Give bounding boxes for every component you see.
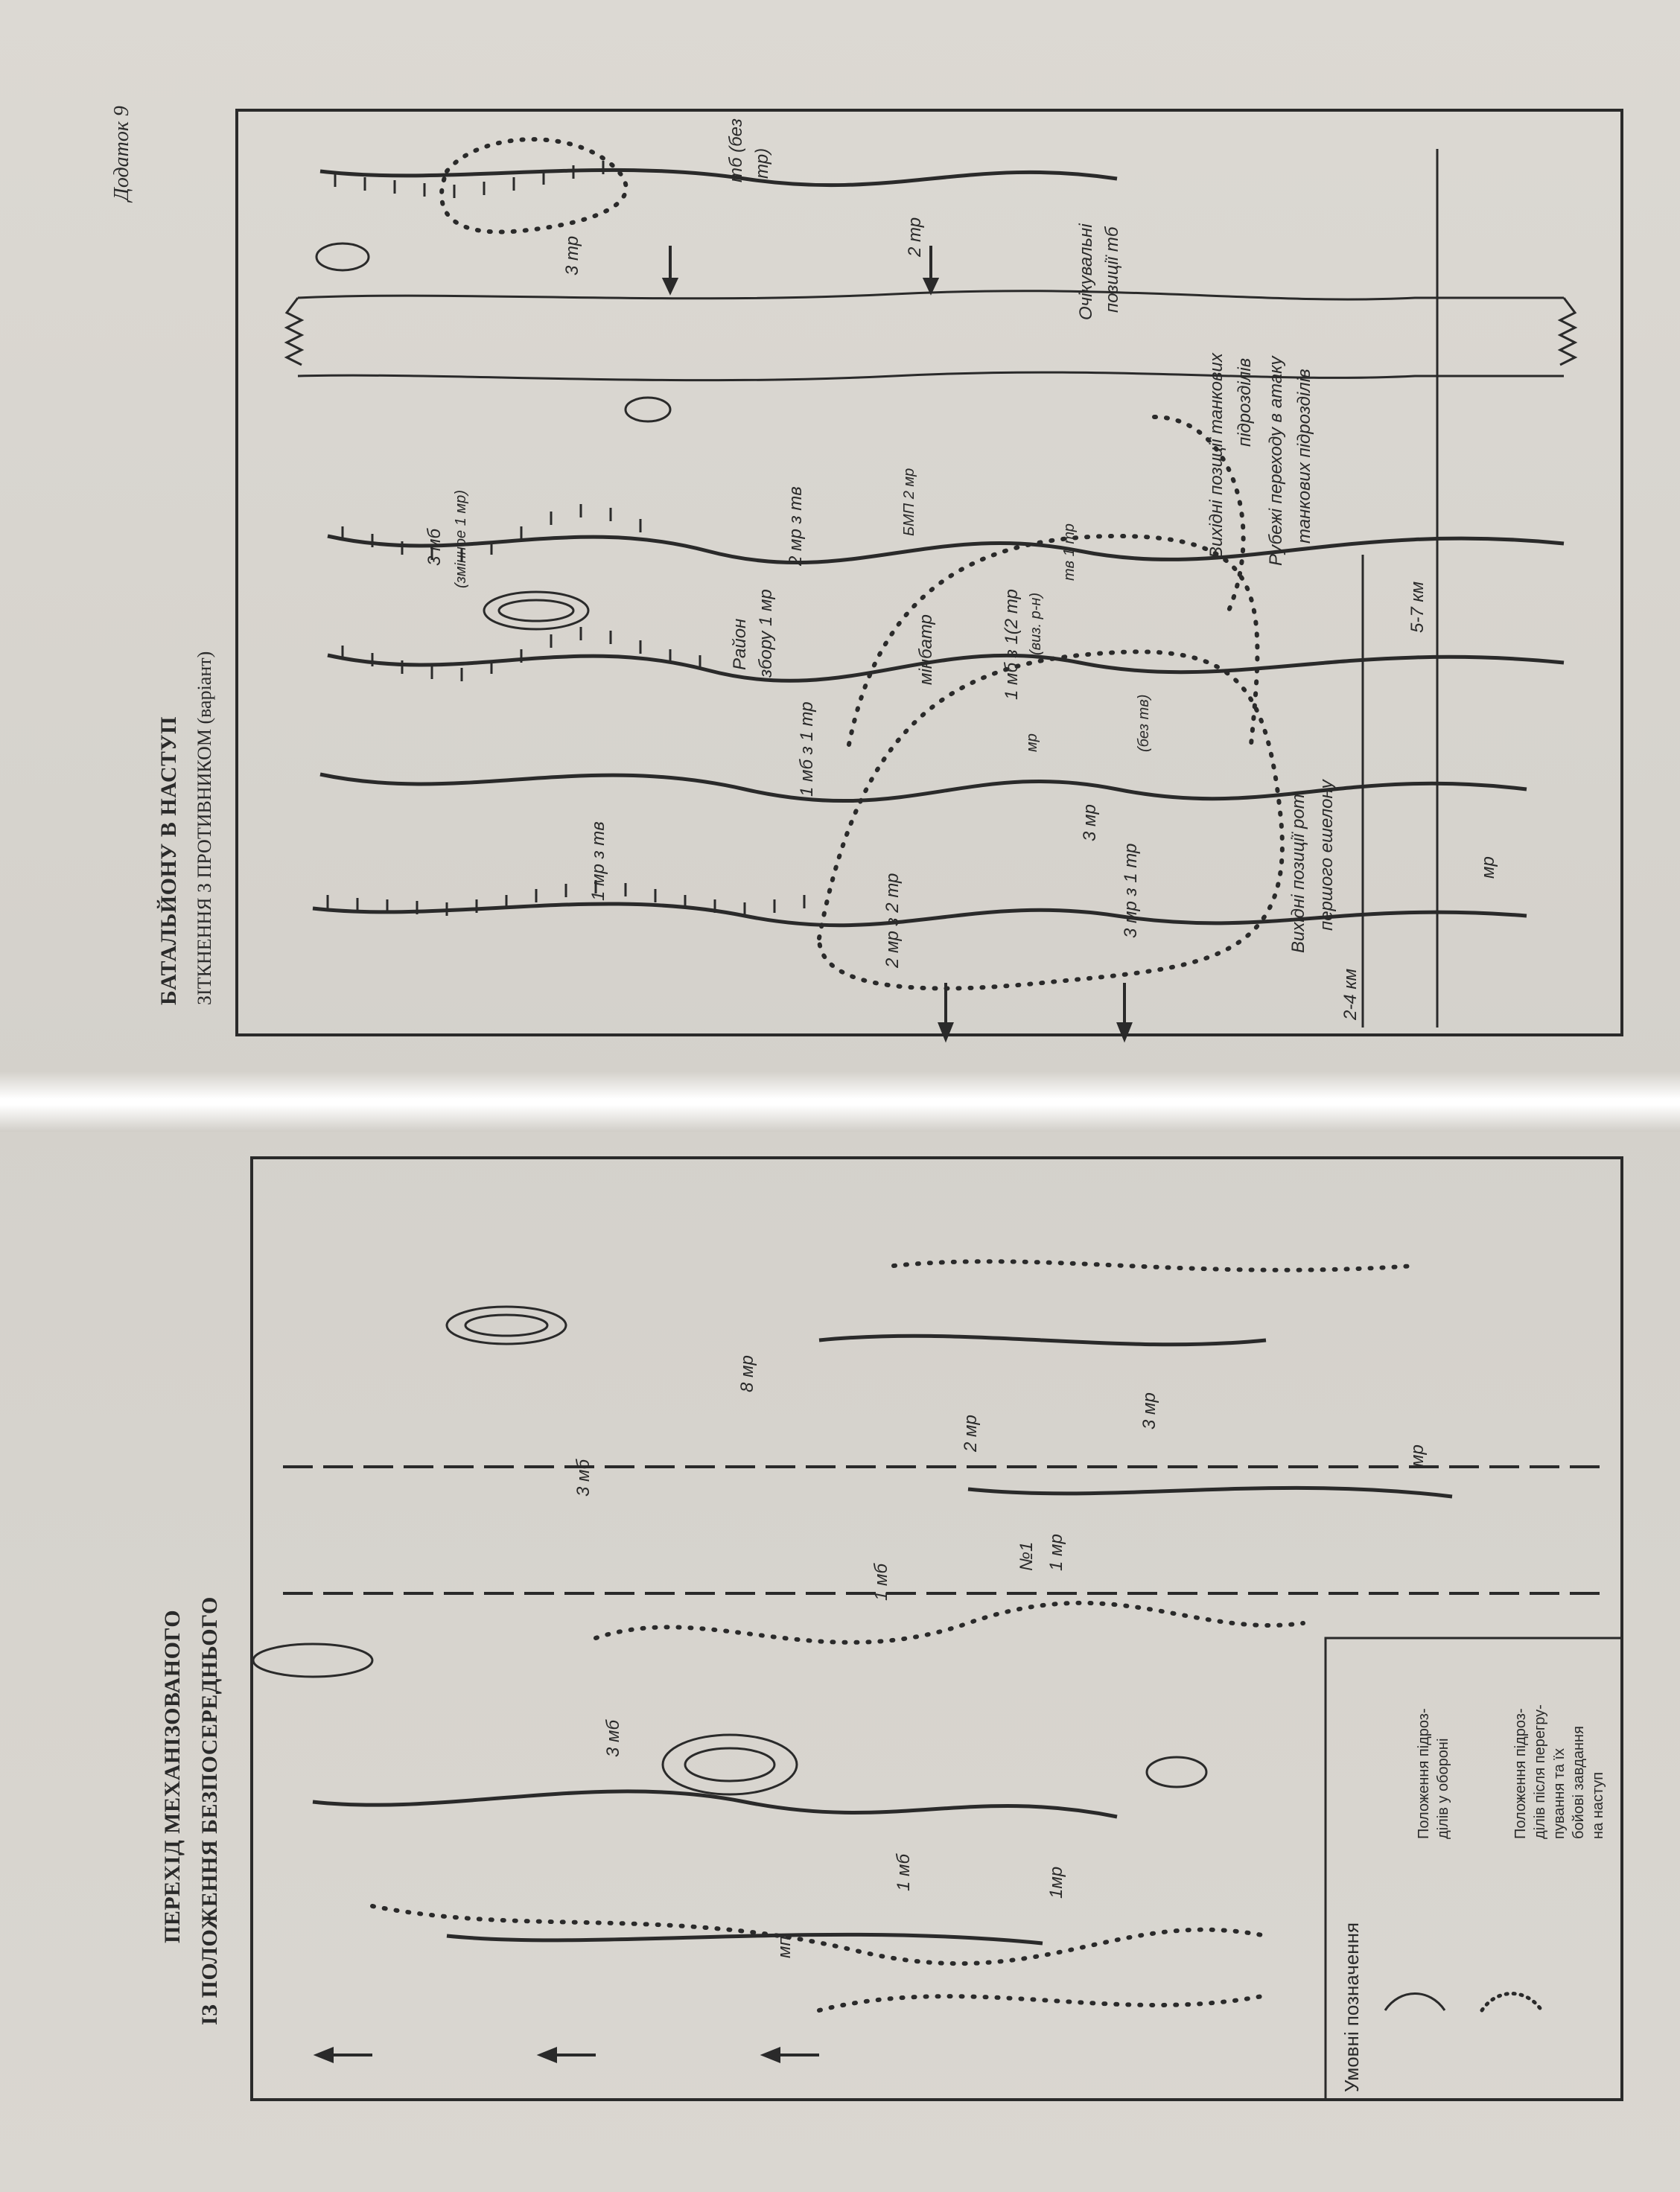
- label-ochik: Очікувальні: [1076, 223, 1096, 320]
- label-mr3: 3 мр: [1080, 804, 1100, 841]
- label-tb-bez: тб (без: [726, 118, 746, 182]
- unit-areas-bottom: [372, 1261, 1415, 2010]
- label-ochik2: позиції тб: [1102, 226, 1122, 313]
- bottom-map-frame: [252, 1158, 1622, 2100]
- blabel-mr2: 2 мр: [961, 1415, 981, 1452]
- legend-title: Умовні позначення: [1340, 1922, 1363, 2092]
- top-title-line1: БАТАЛЬЙОНУ В НАСТУП: [156, 716, 181, 1005]
- label-mr3-1tr: 3 мр з 1 тр: [1121, 843, 1141, 938]
- label-mb1-12tr: 1 мб з 1(2 тр: [1002, 589, 1022, 700]
- label-mb1-tr: 1 мб з 1 тр: [797, 701, 817, 797]
- label-vyh-tank: Вихідні позиції танкових: [1206, 353, 1226, 558]
- label-mr-bottom: мр: [1478, 856, 1498, 879]
- legend-item2d: бойові завдання: [1571, 1726, 1587, 1839]
- label-minbatr: мінбатр: [916, 614, 936, 685]
- bottom-title-line2: ІЗ ПОЛОЖЕННЯ БЕЗПОСЕРЕДНЬОГО: [197, 1596, 222, 2025]
- blabel-no1: №1: [1016, 1541, 1037, 1571]
- river: [287, 291, 1575, 380]
- arrows-bottom: [317, 2049, 819, 2061]
- legend-box: [1326, 1638, 1622, 2100]
- legend-item2b: ділів після перегру-: [1532, 1704, 1548, 1839]
- label-mr: мр: [1024, 733, 1040, 752]
- top-title-line2: ЗІТКНЕННЯ З ПРОТИВНИКОМ (варіант): [194, 651, 215, 1005]
- legend-item2: Положення підроз-: [1512, 1708, 1529, 1839]
- blabel-mb3-a: 3 мб: [573, 1459, 594, 1497]
- label-dist1: 2-4 км: [1340, 968, 1361, 1020]
- label-tb1tr: тв 1 тр: [1061, 523, 1078, 581]
- legend-item2c: пування та їх: [1551, 1747, 1568, 1839]
- blabel-mr: мр: [1407, 1444, 1428, 1467]
- label-tr3: 3 тр: [562, 235, 582, 275]
- blabel-mr1-a: 1 мр: [1046, 1534, 1066, 1571]
- label-rayon: Район: [730, 618, 750, 670]
- lakes-top: [316, 243, 670, 629]
- blabel-mr3: 3 мр: [1139, 1392, 1159, 1430]
- label-tr2: 2 тр: [905, 217, 925, 257]
- label-vyh-rot: Вихідні позиції рот: [1288, 794, 1308, 953]
- label-mb3: 3 мб: [424, 529, 445, 566]
- label-mr2-2tr: 2 мр з 2 тр: [882, 873, 903, 968]
- blabel-mr8: 8 мр: [737, 1355, 757, 1392]
- label-zboru: збору 1 мр: [756, 589, 776, 678]
- legend-item1b: ділів у обороні: [1435, 1738, 1451, 1839]
- appendix-label: Додаток 9: [110, 106, 133, 201]
- label-rubezhi2: танкових підрозділів: [1294, 369, 1314, 544]
- label-bmp2: БМП 2 мр: [901, 468, 917, 536]
- blabel-mb3-b: 3 мб: [603, 1720, 623, 1757]
- label-mb3-sub: (змінное 1 мр): [453, 490, 469, 588]
- legend-item2e: на наступ: [1590, 1771, 1606, 1839]
- label-vyh-rot2: першого ешелону: [1317, 780, 1337, 931]
- legend-item1: Положення підроз-: [1416, 1708, 1432, 1839]
- label-viz: (виз. р-н): [1028, 592, 1044, 655]
- label-mr1-tv: 1 мр з тв: [588, 821, 608, 901]
- blabel-mb1-a: 1 мб: [871, 1564, 891, 1601]
- defence-lines-top: [313, 170, 1564, 925]
- label-rubezhi: Рубежі переходу в атаку: [1266, 356, 1286, 566]
- label-mr2-tv: 2 мр з тв: [786, 486, 806, 566]
- label-tb-bez2: тр): [752, 147, 772, 179]
- dashed-axis-bottom: [283, 1467, 1609, 1593]
- blabel-mb1-b: 1 мб: [894, 1854, 914, 1891]
- label-dist2: 5-7 км: [1407, 581, 1428, 633]
- blabel-mp: мп: [774, 1936, 795, 1958]
- label-bez-tv: (без тв): [1136, 694, 1152, 752]
- label-vyh-tank2: підрозділів: [1235, 357, 1255, 447]
- blabel-mr1-b: 1мр: [1046, 1866, 1066, 1899]
- bottom-title-line1: ПЕРЕХІД МЕХАНІЗОВАНОГО: [160, 1609, 185, 1943]
